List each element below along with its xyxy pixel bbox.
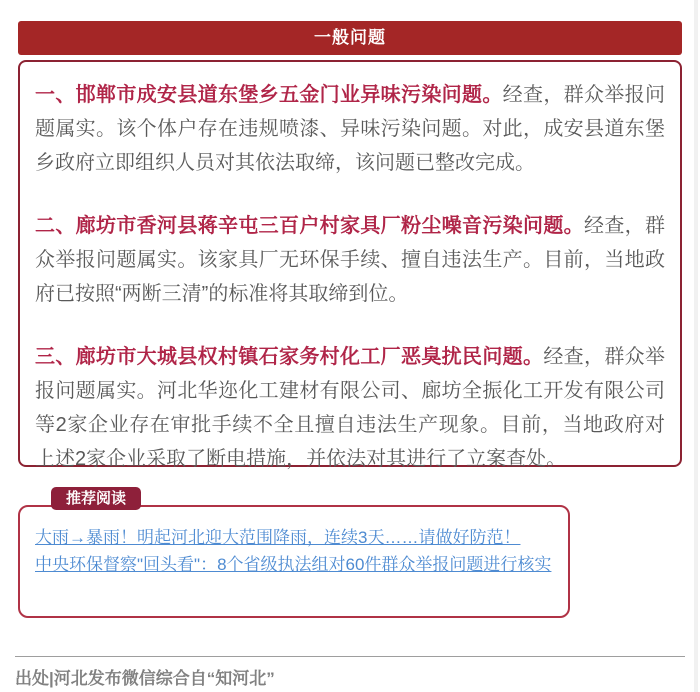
article-link-rainstorm[interactable]: 大雨→暴雨！明起河北迎大范围降雨，连续3天……请做好防范！ [35, 528, 521, 547]
article-link-inspection[interactable]: 中央环保督察"回头看"：8个省级执法组对60件群众举报问题进行核实 [35, 555, 552, 574]
issue-2-title: 二、廊坊市香河县蒋辛屯三百户村家具厂粉尘噪音污染问题。 [35, 215, 584, 237]
issue-1-body: 经查，群众举报问题属实。该个体户存在违规喷漆、异味污染问题。对此，成安县道东堡乡政府立即组织人员对其依法取缔，该问题已整改完成。 [35, 84, 666, 174]
footer-divider [15, 656, 685, 657]
section-header-general-issues: 一般问题 [18, 21, 682, 55]
source-attribution: 出处|河北发布微信综合自“知河北” [15, 669, 275, 688]
recommended-links-box [18, 505, 570, 618]
issue-3-body: 经查，群众举报问题属实。河北华迩化工建材有限公司、廊坊全振化工开发有限公司等2家企业存在审批手续不全且擅自违法生产现象。目前，当地政府对上述2家企业采取了断电措施，并依法对其进行了立案查处。 [35, 346, 666, 470]
issue-paragraph-1 [35, 78, 665, 180]
issue-3-title: 三、廊坊市大城县权村镇石家务村化工厂恶臭扰民问题。 [35, 346, 544, 368]
issue-2-body: 经查，群众举报问题属实。该家具厂无环保手续、擅自违法生产。目前，当地政府已按照“两断三清”的标准将其取缔到位。 [35, 215, 666, 305]
issue-paragraph-2 [35, 209, 665, 311]
issues-box [18, 60, 682, 470]
issue-paragraph-3 [35, 340, 665, 476]
scrollbar-track[interactable] [694, 0, 698, 692]
recommended-reading-badge: 推荐阅读 [51, 487, 141, 510]
issue-1-title: 一、邯郸市成安县道东堡乡五金门业异味污染问题。 [35, 84, 503, 106]
